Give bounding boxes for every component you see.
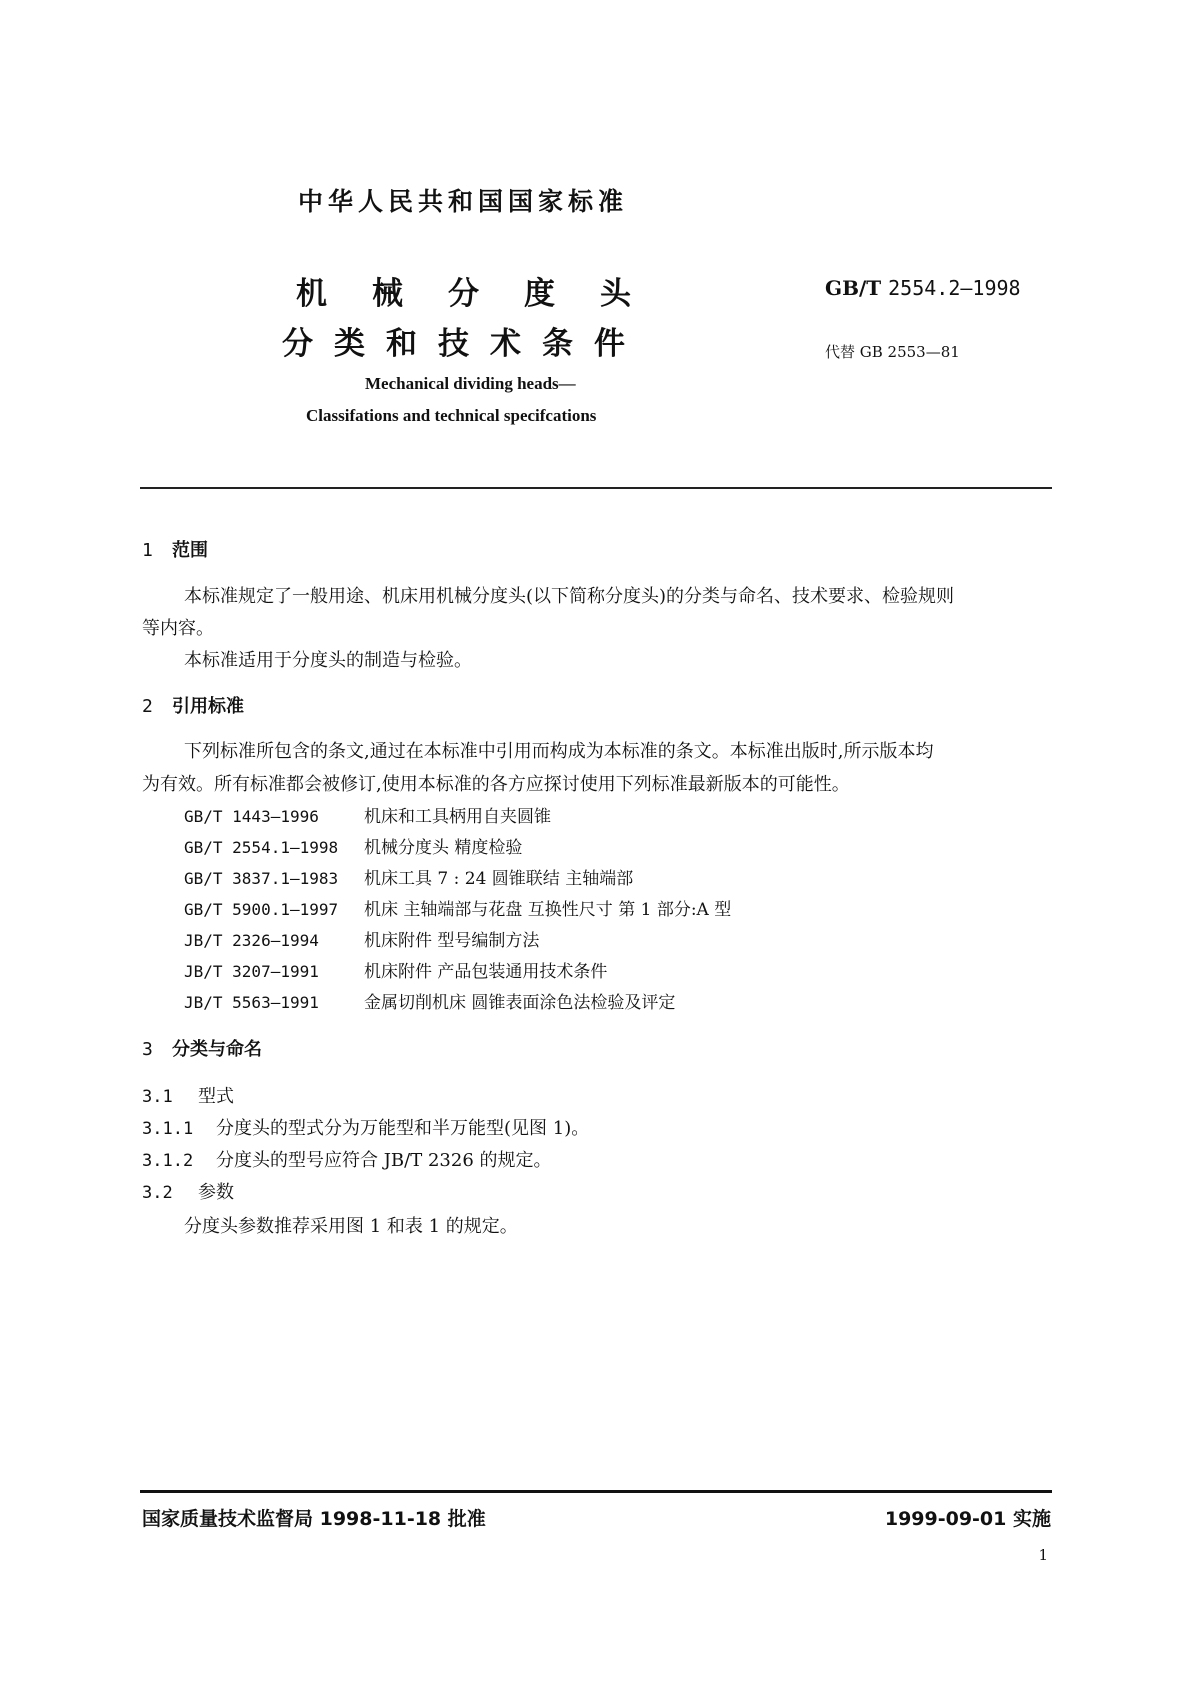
reference-title: 机床 主轴端部与花盘 互换性尺寸 第 1 部分:A 型: [364, 900, 732, 920]
reference-item: [184, 895, 731, 920]
subsection-title: 参数: [198, 1182, 234, 1203]
replaces-note: 代替 GB 2553—81: [825, 343, 960, 361]
title-char: 分: [282, 326, 313, 362]
title-line-1: [296, 268, 676, 313]
english-title-line-2: Classifations and technical specifcations: [306, 406, 597, 425]
subsection-number: 3.1: [142, 1087, 173, 1107]
section-number: 3: [142, 1039, 153, 1060]
paragraph: 本标准规定了一般用途、机床用机械分度头(以下简称分度头)的分类与命名、技术要求、检验规则: [184, 586, 955, 607]
title-char: 械: [372, 276, 403, 312]
section-3-heading: [142, 1035, 262, 1061]
title-char: 类: [334, 326, 365, 362]
reference-title: 金属切削机床 圆锥表面涂色法检验及评定: [364, 993, 676, 1013]
reference-item: [184, 833, 522, 858]
subsection-3-1: [142, 1082, 234, 1108]
implementation-date: 1999-09-01 实施: [884, 1508, 1051, 1530]
title-char: 分: [448, 276, 479, 312]
reference-code: GB/T 5900.1—1997: [184, 900, 339, 919]
standard-code-prefix: GB/T: [825, 276, 882, 300]
standard-code: [825, 276, 1021, 300]
subsection-title: 型式: [198, 1086, 234, 1107]
title-char: 度: [524, 276, 555, 312]
subsection-number: 3.1.2: [142, 1151, 194, 1171]
subsection-number: 3.1.1: [142, 1119, 194, 1139]
section-number: 2: [142, 696, 153, 717]
section-title: 范围: [172, 540, 208, 561]
section-title: 引用标准: [172, 696, 244, 717]
reference-title: 机械分度头 精度检验: [364, 838, 523, 858]
reference-code: JB/T 2326—1994: [184, 931, 319, 950]
reference-code: JB/T 5563—1991: [184, 993, 319, 1012]
standard-code-number: 2554.2—1998: [888, 276, 1021, 300]
reference-title: 机床附件 型号编制方法: [364, 931, 540, 951]
reference-title: 机床附件 产品包装通用技术条件: [364, 962, 608, 982]
reference-code: GB/T 3837.1—1983: [184, 869, 339, 888]
subsection-3-2: [142, 1178, 234, 1204]
subsection-3-1-1: [142, 1114, 589, 1140]
title-char: 条: [542, 326, 573, 362]
reference-item: [184, 864, 633, 889]
paragraph: 等内容。: [142, 618, 214, 639]
reference-item: [184, 988, 675, 1013]
paragraph: 分度头参数推荐采用图 1 和表 1 的规定。: [184, 1216, 518, 1237]
english-title-line-1: Mechanical dividing heads—: [365, 374, 576, 393]
reference-title: 机床和工具柄用自夹圆锥: [364, 807, 551, 827]
paragraph: 为有效。所有标准都会被修订,使用本标准的各方应探讨使用下列标准最新版本的可能性。: [142, 774, 850, 795]
subsection-text: 分度头的型号应符合 JB/T 2326 的规定。: [216, 1150, 552, 1171]
section-number: 1: [142, 540, 153, 561]
section-1-heading: [142, 536, 208, 562]
title-char: 机: [296, 276, 327, 312]
paragraph: 下列标准所包含的条文,通过在本标准中引用而构成为本标准的条文。本标准出版时,所示版本均: [184, 741, 934, 762]
national-standard-heading: 中华人民共和国国家标准: [298, 187, 629, 216]
subsection-number: 3.2: [142, 1183, 173, 1203]
subsection-3-1-2: [142, 1146, 552, 1172]
header-divider: [140, 487, 1052, 489]
reference-code: JB/T 3207—1991: [184, 962, 319, 981]
section-2-heading: [142, 692, 244, 718]
section-title: 分类与命名: [172, 1039, 262, 1060]
title-char: 件: [594, 326, 625, 362]
reference-item: [184, 802, 551, 827]
reference-title: 机床工具 7 : 24 圆锥联结 主轴端部: [364, 869, 634, 889]
title-char: 技: [438, 326, 469, 362]
subsection-text: 分度头的型式分为万能型和半万能型(见图 1)。: [216, 1118, 590, 1139]
title-line-2: [282, 318, 646, 363]
reference-code: GB/T 1443—1996: [184, 807, 319, 826]
page-number: 1: [1038, 1546, 1048, 1564]
reference-code: GB/T 2554.1—1998: [184, 838, 339, 857]
reference-item: [184, 926, 539, 951]
title-char: 和: [386, 326, 417, 362]
footer-divider: [140, 1490, 1052, 1493]
approval-note: 国家质量技术监督局 1998-11-18 批准: [142, 1508, 486, 1530]
title-char: 术: [490, 326, 521, 362]
title-char: 头: [600, 276, 631, 312]
reference-item: [184, 957, 607, 982]
paragraph: 本标准适用于分度头的制造与检验。: [184, 650, 472, 671]
